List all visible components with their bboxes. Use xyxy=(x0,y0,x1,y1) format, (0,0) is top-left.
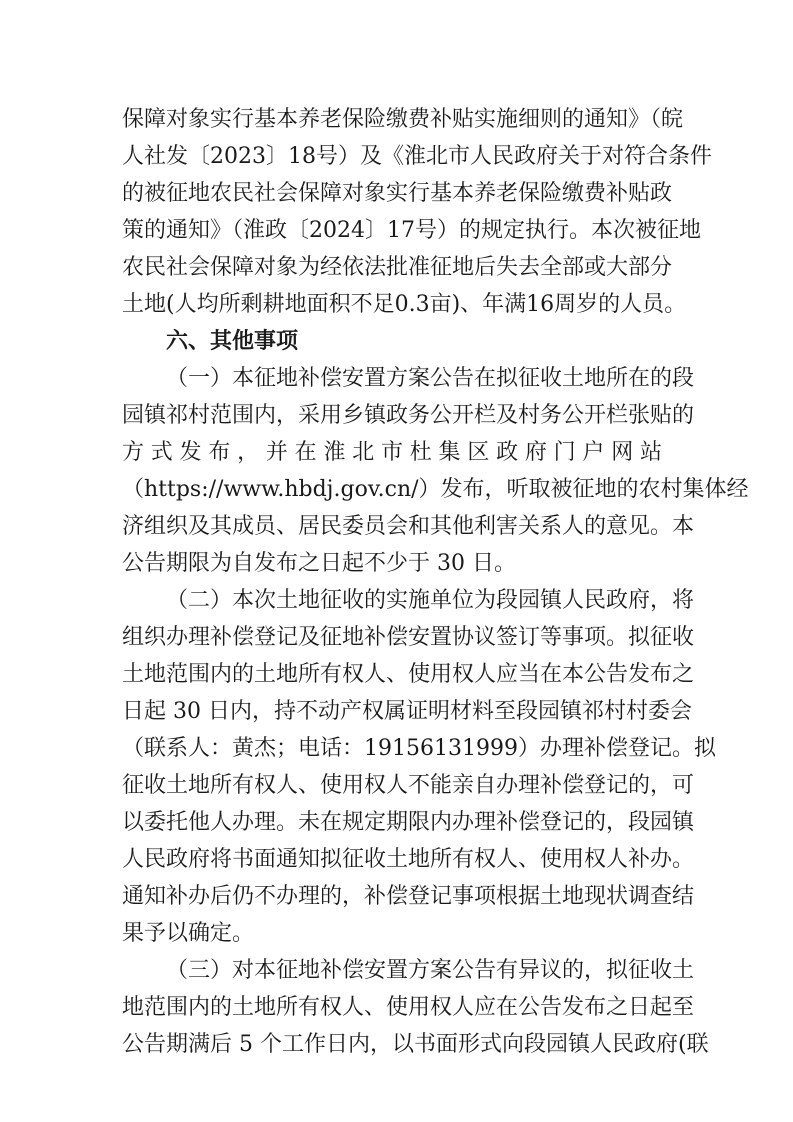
text-line: 人社发〔2023〕18号）及《淮北市人民政府关于对符合条件 xyxy=(122,144,712,169)
text-line: 土地(人均所剩耕地面积不足0.3亩)、年满16周岁的人员。 xyxy=(122,292,687,317)
text-line: （联系人：黄杰；电话：19156131999）办理补偿登记。拟 xyxy=(122,736,716,761)
text-line: 果予以确定。 xyxy=(122,921,255,946)
section-heading: 六、其他事项 xyxy=(166,329,299,354)
text-line: 日起 30 日内，持不动产权属证明材料至段园镇祁村村委会 xyxy=(122,699,692,724)
text-line: 人民政府将书面通知拟征收土地所有权人、使用权人补办。 xyxy=(122,847,695,872)
text-line: 保障对象实行基本养老保险缴费补贴实施细则的通知》（皖 xyxy=(122,107,684,132)
paragraph-first-line: （三）对本征地补偿安置方案公告有异议的，拟征收土 xyxy=(166,958,695,983)
text-line: 土地范围内的土地所有权人、使用权人应当在本公告发布之 xyxy=(122,662,695,687)
text-line: 济组织及其成员、居民委员会和其他利害关系人的意见。本 xyxy=(122,514,695,539)
text-line: 通知补办后仍不办理的，补偿登记事项根据土地现状调查结 xyxy=(122,884,695,909)
text-line: （https://www.hbdj.gov.cn/）发布，听取被征地的农村集体经 xyxy=(122,477,749,502)
text-line: 农民社会保障对象为经依法批准征地后失去全部或大部分 xyxy=(122,255,673,280)
text-line: 地范围内的土地所有权人、使用权人应在公告发布之日起至 xyxy=(122,995,695,1020)
text-line: 征收土地所有权人、使用权人不能亲自办理补偿登记的，可 xyxy=(122,773,695,798)
text-line: 组织办理补偿登记及征地补偿安置协议签订等事项。拟征收 xyxy=(122,625,695,650)
text-line: 公告期限为自发布之日起不少于 30 日。 xyxy=(122,551,516,576)
text-line: 园镇祁村范围内，采用乡镇政务公开栏及村务公开栏张贴的 xyxy=(122,403,695,428)
paragraph-first-line: （二）本次土地征收的实施单位为段园镇人民政府，将 xyxy=(166,588,695,613)
text-line: 策的通知》（淮政〔2024〕17号）的规定执行。本次被征地 xyxy=(122,218,701,243)
text-line: 的被征地农民社会保障对象实行基本养老保险缴费补贴政 xyxy=(122,181,673,206)
text-line: 方式发布，并在淮北市杜集区政府门户网站 xyxy=(122,440,662,465)
text-line: 以委托他人办理。未在规定期限内办理补偿登记的，段园镇 xyxy=(122,810,695,835)
text-line: 公告期满后 5 个工作日内，以书面形式向段园镇人民政府(联 xyxy=(122,1032,709,1057)
paragraph-first-line: （一）本征地补偿安置方案公告在拟征收土地所在的段 xyxy=(166,366,695,391)
